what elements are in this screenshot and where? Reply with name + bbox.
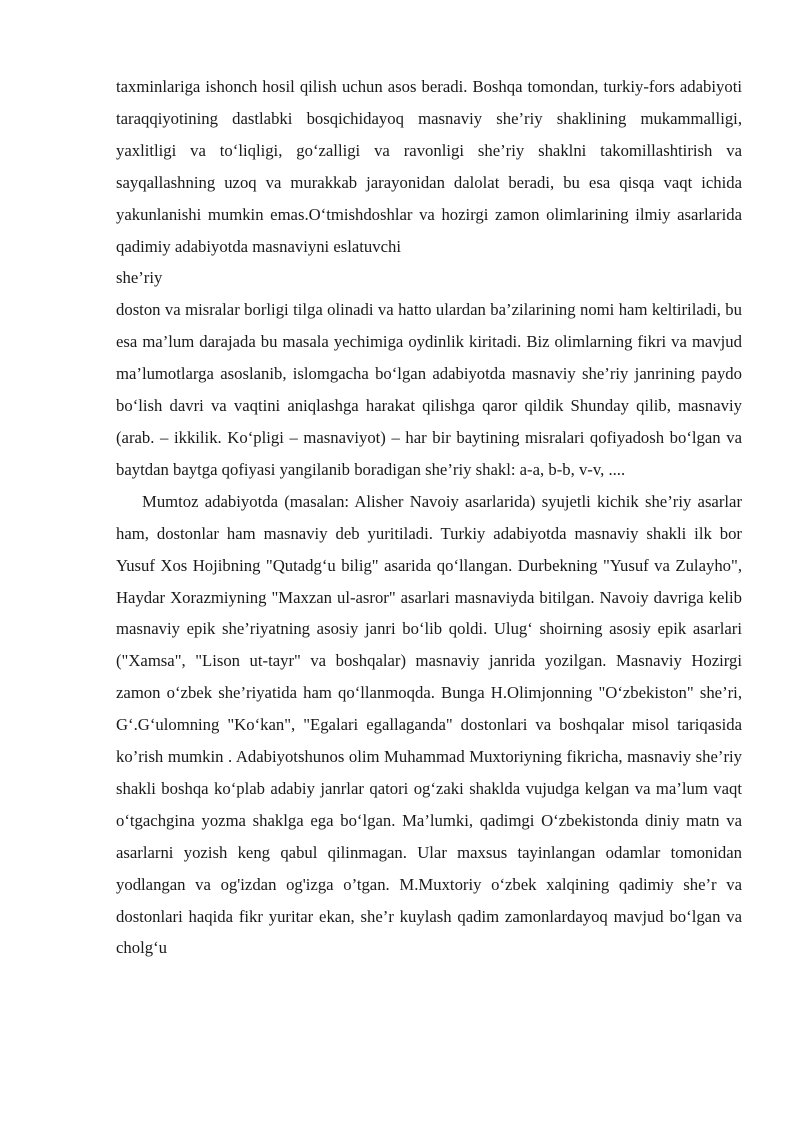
paragraph: taxminlariga ishonch hosil qilish uchun asos beradi. Boshqa tomondan, turkiy-fors adabiyoti taraqqiyotining dastlabki bosqichidayoq masnaviy she’riy shaklining mukammalligi, yaxlitligi va to‘liqligi, go‘zalligi va ravonligi she’riy shaklni takomillashtirish va sayqallashning uzoq va murakkab jarayonidan dalolat beradi, bu esa qisqa vaqt ichida yakunlanishi mumkin emas.O‘tmishdoshlar va hozirgi zamon olimlarining ilmiy asarlarida qadimiy adabiyotda masnaviyni eslatuvchi (116, 77, 742, 256)
paragraph: doston va misralar borligi tilga olinadi va hatto ulardan ba’zilarining nomi ham keltiriladi, bu esa ma’lum darajada bu masala yechimiga oydinlik kiritadi. Biz olimlarning fikri va mavjud ma’lumotlarga asoslanib, islomgacha bo‘lgan adabiyotda masnaviy she’riy janrining paydo bo‘lish davri va vaqtini aniqlashga harakat qilishga qaror qildik Shunday qilib, masnaviy (arab. – ikkilik. Ko‘pligi – masnaviyot) – har bir baytining misralari qofiyadosh bo‘lgan va baytdan baytga qofiyasi yangilanib boradigan she’riy shakl: a-a, b-b, v-v, .... (116, 300, 742, 479)
paragraph: Mumtoz adabiyotda (masalan: Alisher Navoiy asarlarida) syujetli kichik she’riy asarlar ham, dostonlar ham masnaviy deb yuritiladi. Turkiy adabiyotda masnaviy shakli ilk bor Yusuf Xos Hojibning "Qutadg‘u bilig" asarida qo‘llangan. Durbekning "Yusuf va Zulayho", Haydar Xorazmiyning "Maxzan ul-asror" asarlari masnaviyda bitilgan. Navoiy davriga kelib masnaviy epik she’riyatning asosiy janri bo‘lib qoldi. Ulug‘ shoirning asosiy epik asarlari ("Xamsa", "Lison ut-tayr" va boshqalar) masnaviy janrida yozilgan. Masnaviy Hozirgi zamon o‘zbek she’riyatida ham qo‘llanmoqda. Bunga H.Olimjonning "O‘zbekiston" she’ri, G‘.G‘ulomning "Ko‘kan", "Egalari egallaganda" dostonlari va boshqalar misol tariqasida ko’rish mumkin . Adabiyotshunos olim Muhammad Muxtoriyning fikricha, masnaviy she’riy shakli boshqa ko‘plab adabiy janrlar qatori og‘zaki shaklda vujudga kelgan va ma’lum vaqt o‘tgachgina yozma shaklga ega bo‘lgan. Ma’lumki, qadimgi O‘zbekistonda diniy matn va asarlarni yozish keng qabul qilinmagan. Ular maxsus tayinlangan odamlar tomonidan yodlangan va og'izdan og'izga o’tgan. M.Muxtoriy o‘zbek xalqining qadimiy she’r va dostonlari haqida fikr yuritar ekan, she’r kuylash qadim zamonlardayoq mavjud bo‘lgan va cholg‘u (116, 491, 742, 958)
paragraph: she’riy (116, 268, 163, 288)
body-text (116, 71, 742, 964)
